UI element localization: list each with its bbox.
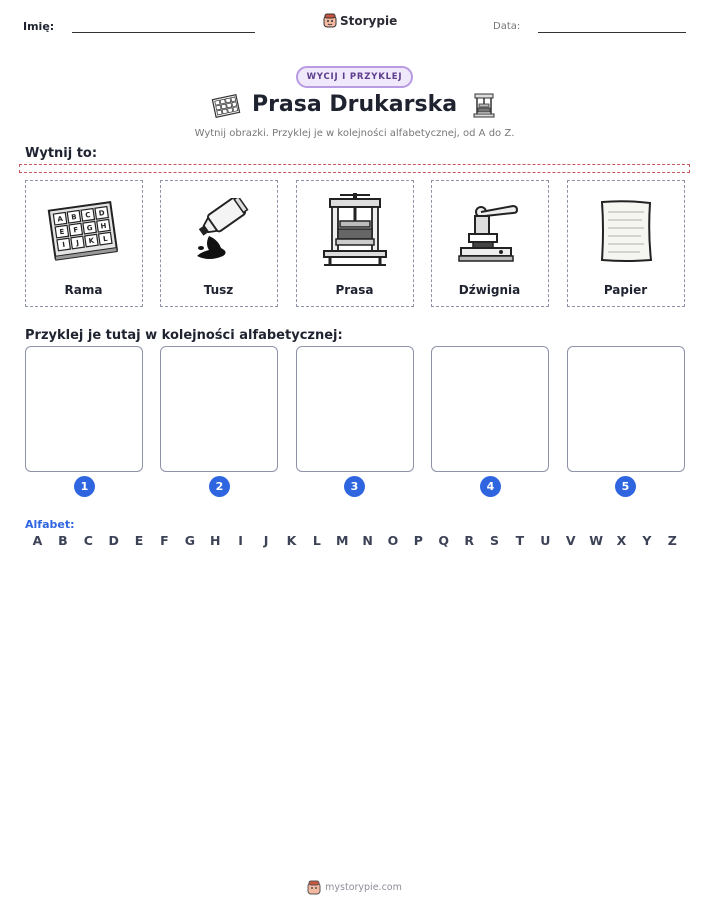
brand-logo xyxy=(323,13,397,28)
alphabet-letter: V xyxy=(565,533,576,548)
alphabet-letter: D xyxy=(108,533,119,548)
card-label: Rama xyxy=(64,283,103,297)
cut-section-label: Wytnij to: xyxy=(25,146,98,161)
printing-press-icon xyxy=(472,92,496,120)
slot-number-3: 3 xyxy=(344,476,365,497)
svg-text:K: K xyxy=(87,236,95,246)
alphabet-letter: F xyxy=(160,533,169,548)
cut-line xyxy=(19,164,690,173)
card-label: Prasa xyxy=(335,283,374,297)
svg-text:G: G xyxy=(85,223,93,233)
alphabet-letter: C xyxy=(83,533,93,548)
slot-number-2: 2 xyxy=(209,476,230,497)
alphabet-letter: Z xyxy=(667,533,677,548)
type-frame-icon xyxy=(44,200,124,262)
date-field[interactable] xyxy=(538,32,686,33)
instructions: Wytnij obrazki. Przyklej je w kolejności alfabetycznej, od A do Z. xyxy=(194,128,515,139)
page-title: Prasa Drukarska xyxy=(251,92,458,117)
ink-tube-icon xyxy=(179,198,259,264)
alphabet-letter: B xyxy=(58,533,68,548)
alphabet-letter: W xyxy=(589,533,603,548)
activity-badge: WYCIJ I PRZYKLEJ xyxy=(296,66,413,88)
alphabet-letter: R xyxy=(464,533,474,548)
svg-text:I: I xyxy=(61,240,66,250)
svg-text:J: J xyxy=(75,238,79,248)
paste-slot-4[interactable] xyxy=(431,346,549,472)
paste-slot-3[interactable] xyxy=(296,346,414,472)
brand-name: Storypie xyxy=(340,13,398,28)
alphabet-letter: E xyxy=(134,533,144,548)
alphabet-letter: N xyxy=(362,533,373,548)
storypie-mascot-icon xyxy=(307,880,321,895)
alphabet-letter: G xyxy=(184,533,195,548)
name-label: Imię: xyxy=(23,20,55,33)
cut-card-tusz[interactable] xyxy=(160,180,278,307)
cut-card-rama[interactable] xyxy=(25,180,143,307)
lever-icon xyxy=(455,196,525,266)
card-label: Tusz xyxy=(203,283,234,297)
page-footer xyxy=(0,880,709,895)
paste-section-label: Przyklej je tutaj w kolejności alfabetycznej: xyxy=(25,328,343,343)
svg-text:D: D xyxy=(97,208,105,218)
paste-slot-2[interactable] xyxy=(160,346,278,472)
alphabet-row xyxy=(25,533,685,548)
alphabet-letter: I xyxy=(238,533,243,548)
alphabet-letter: K xyxy=(286,533,297,548)
slot-number-4: 4 xyxy=(480,476,501,497)
alphabet-letter: X xyxy=(616,533,627,548)
svg-text:E: E xyxy=(58,227,65,237)
alphabet-letter: T xyxy=(515,533,525,548)
alphabet-letter: U xyxy=(540,533,551,548)
svg-text:B: B xyxy=(70,212,77,222)
svg-text:A: A xyxy=(56,214,63,224)
paste-slot-5[interactable] xyxy=(567,346,685,472)
printing-press-icon xyxy=(320,193,390,269)
alphabet-label: Alfabet: xyxy=(25,518,75,531)
alphabet-letter: Y xyxy=(642,533,652,548)
svg-text:C: C xyxy=(84,210,91,220)
alphabet-letter: J xyxy=(263,533,269,548)
svg-text:F: F xyxy=(72,225,79,235)
page-header xyxy=(0,0,709,45)
alphabet-letter: L xyxy=(312,533,321,548)
storypie-mascot-icon xyxy=(323,13,337,28)
alphabet-letter: A xyxy=(32,533,43,548)
slot-number-5: 5 xyxy=(615,476,636,497)
alphabet-letter: S xyxy=(490,533,500,548)
svg-text:L: L xyxy=(102,234,108,244)
paper-sheet-icon xyxy=(596,198,656,264)
alphabet-letter: O xyxy=(387,533,399,548)
cut-card-papier[interactable] xyxy=(567,180,685,307)
svg-text:H: H xyxy=(99,221,107,231)
title-row xyxy=(0,92,709,122)
footer-url: mystorypie.com xyxy=(325,882,402,893)
paste-slot-1[interactable] xyxy=(25,346,143,472)
cut-card-prasa[interactable] xyxy=(296,180,414,307)
alphabet-letter: P xyxy=(413,533,423,548)
date-label: Data: xyxy=(493,21,521,32)
card-label: Dźwignia xyxy=(458,283,521,297)
alphabet-letter: M xyxy=(335,533,349,548)
name-field[interactable] xyxy=(72,32,255,33)
slot-number-1: 1 xyxy=(74,476,95,497)
alphabet-letter: H xyxy=(210,533,221,548)
alphabet-letter: Q xyxy=(438,533,450,548)
card-label: Papier xyxy=(603,283,648,297)
cut-card-dzwignia[interactable] xyxy=(431,180,549,307)
